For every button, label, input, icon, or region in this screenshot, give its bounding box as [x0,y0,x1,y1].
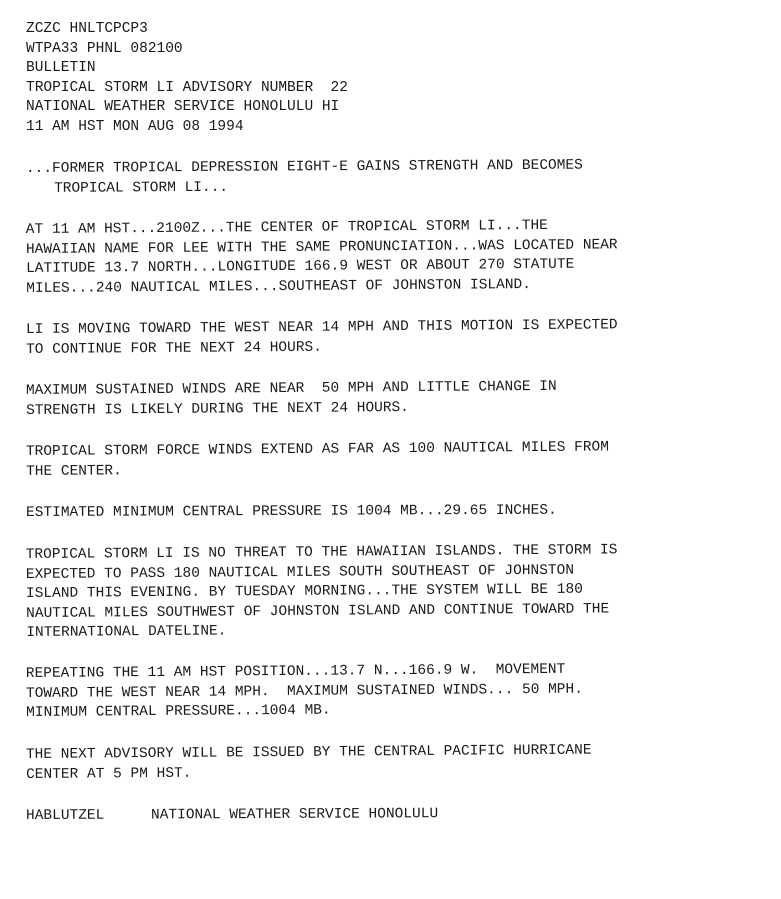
text-line: ISLAND THIS EVENING. BY TUESDAY MORNING...THE SYSTEM WILL BE 180 [25,581,583,602]
text-line: MINIMUM CENTRAL PRESSURE...1004 MB. [26,702,331,721]
text-line: TO CONTINUE FOR THE NEXT 24 HOURS. [26,339,322,358]
paragraph-pressure [26,501,756,524]
text-line: LI IS MOVING TOWARD THE WEST NEAR 14 MPH AND THIS MOTION IS EXPECTED [25,317,618,339]
text-line: EXPECTED TO PASS 180 NAUTICAL MILES SOUTH SOUTHEAST OF JOHNSTON [25,561,575,583]
header-line: 11 AM HST MON AUG 08 1994 [26,118,244,135]
headline-line: TROPICAL STORM LI... [54,179,229,197]
paragraph-motion [26,315,756,360]
headline-line: ...FORMER TROPICAL DEPRESSION EIGHT-E GAINS STRENGTH AND BECOMES [25,157,583,178]
signature [26,803,756,826]
text-line: THE NEXT ADVISORY WILL BE ISSUED BY THE CENTRAL PACIFIC HURRICANE [25,742,592,763]
paragraph-wind-extent [26,437,756,482]
text-line: MAXIMUM SUSTAINED WINDS ARE NEAR 50 MPH AND LITTLE CHANGE IN [25,378,557,400]
paragraph-repeat-position [26,659,756,723]
text-line: LATITUDE 13.7 NORTH...LONGITUDE 166.9 WEST OR ABOUT 270 STATUTE [26,256,575,277]
header-line: ZCZC HNLTCPCP3 [26,21,148,37]
text-line: NAUTICAL MILES SOUTHWEST OF JOHNSTON ISLAND AND CONTINUE TOWARD THE [26,600,610,621]
text-line: HAWAIIAN NAME FOR LEE WITH THE SAME PRONUNCIATION...WAS LOCATED NEAR [25,236,618,258]
header-line: WTPA33 PHNL 082100 [26,40,183,57]
header-line: NATIONAL WEATHER SERVICE HONOLULU HI [26,99,340,115]
paragraph-threat [26,540,757,643]
text-line: ESTIMATED MINIMUM CENTRAL PRESSURE IS 1004 MB...29.65 INCHES. [25,502,557,521]
text-line: MILES...240 NAUTICAL MILES...SOUTHEAST OF JOHNSTON ISLAND. [26,276,531,297]
paragraph-next-advisory [26,740,756,785]
text-line: TOWARD THE WEST NEAR 14 MPH. MAXIMUM SUSTAINED WINDS... 50 MPH. [25,681,583,702]
text-line: TROPICAL STORM FORCE WINDS EXTEND AS FAR AS 100 NAUTICAL MILES FROM [25,439,609,461]
headline [26,156,756,199]
text-line: AT 11 AM HST...2100Z...THE CENTER OF TROPICAL STORM LI...THE [25,217,548,239]
text-line: THE CENTER. [26,462,122,480]
forecaster-name: HABLUTZEL [25,807,105,824]
paragraph-position [26,215,757,299]
paragraph-winds [26,376,756,421]
bulletin-header [26,20,756,137]
text-line: STRENGTH IS LIKELY DURING THE NEXT 24 HOURS. [26,399,409,419]
text-line: CENTER AT 5 PM HST. [26,764,192,782]
advisory-document [26,20,756,826]
office-name: NATIONAL WEATHER SERVICE HONOLULU [150,805,439,823]
text-line: TROPICAL STORM LI IS NO THREAT TO THE HAWAIIAN ISLANDS. THE STORM IS [25,541,618,563]
header-line: TROPICAL STORM LI ADVISORY NUMBER 22 [26,79,348,96]
header-line: BULLETIN [26,60,96,76]
text-line: REPEATING THE 11 AM HST POSITION...13.7 N...166.9 W. MOVEMENT [25,661,566,683]
text-line: INTERNATIONAL DATELINE. [26,622,227,641]
